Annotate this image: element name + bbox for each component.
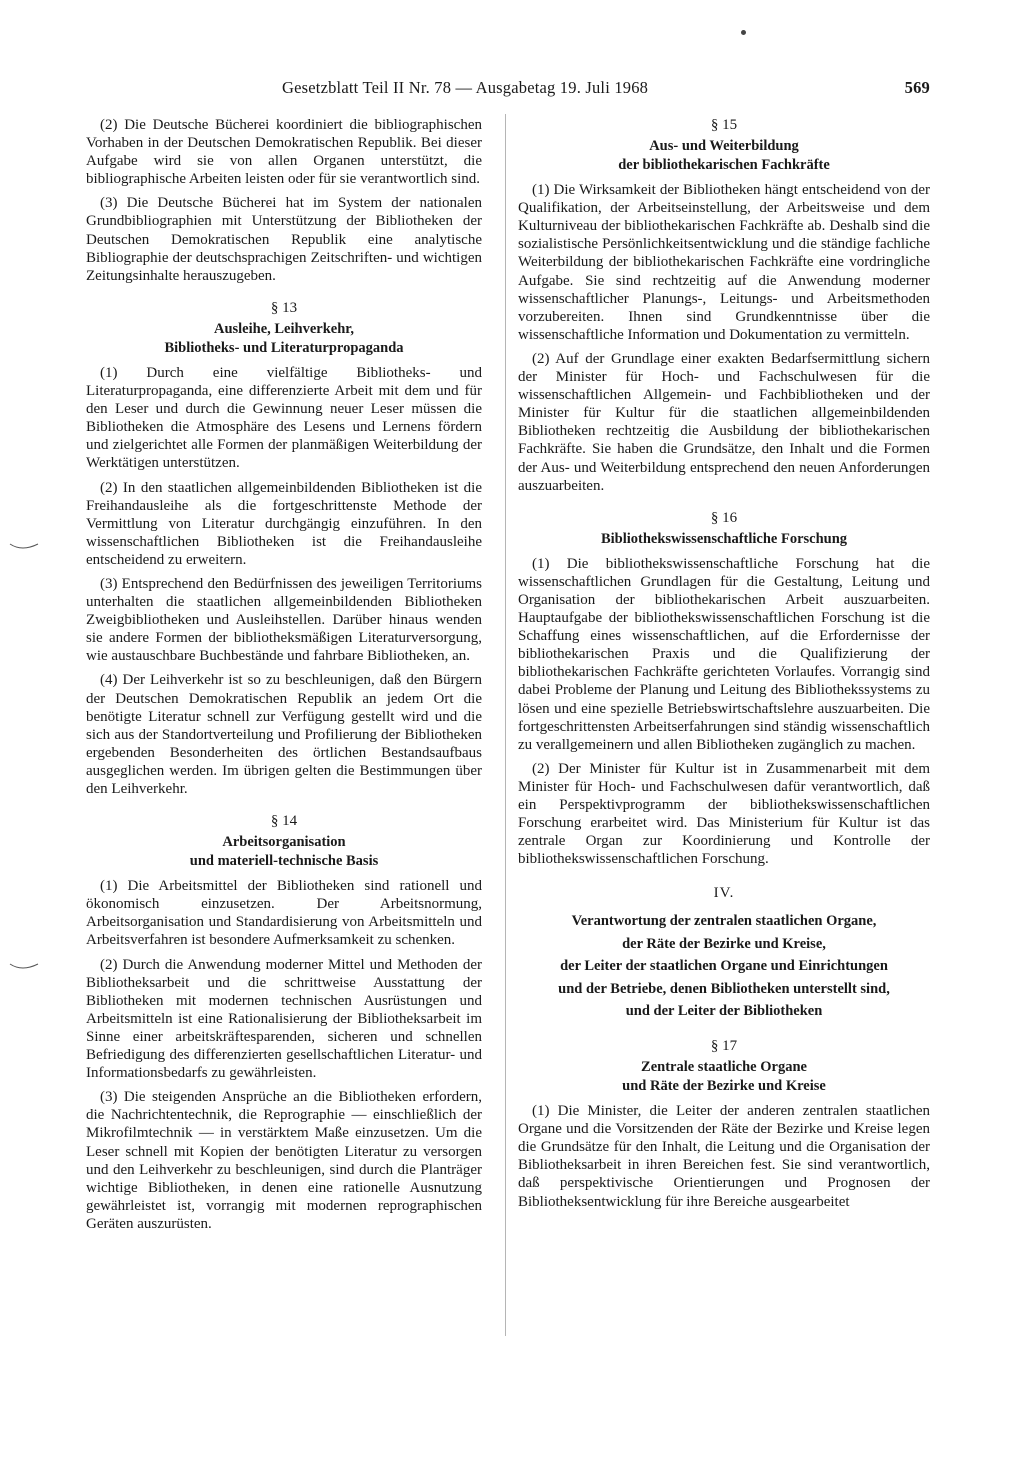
chapter-title-line: der Leiter der staatlichen Organe und Einrichtungen [560,958,888,975]
section-number: § 14 [270,813,298,830]
paragraph: (3) Entsprechend den Bedürfnissen des jeweiligen Territoriums unterhalten die staatlichen allgemeinbildenden Bibliotheken Zweigbibliotheken und Ausleihstellen. Darüber hinaus wenden sie andere Formen der bibliotheksmäßigen Literaturversorgung, wie austauschbare Buchbestände und fahrbare Bibliotheken, an. [86,575,482,665]
paragraph: (3) Die steigenden Ansprüche an die Bibliotheken erfordern, die Nachrichtentechnik, die Reprographie — einschließlich der Mikrofilmtechnik — in verstärktem Maße einzusetzen. Um die Leser schnell mit Kopien der benötigten Literatur zu versorgen und den Leihverkehr zu beschleunigen, sind durch die Planträger wichtige Bibliotheken, in denen eine rationelle Ausnutzung gewährleistet ist, vorrangig mit modernen reprographischen Geräten auszurüsten. [86,1089,482,1232]
section-title-line: Aus- und Weiterbildung [649,138,799,155]
paragraph: (2) Durch die Anwendung moderner Mittel und Methoden der Bibliotheksarbeit und die schrittweise Ausstattung der Bibliotheken mit modernen technischen Ausrüstungen und Arbeitsmitteln ist eine Rationalisierung der Bibliotheksarbeit im Sinne einer arbeitskräftesparenden, sicheren und schnellen Befriedigung des differenzierten gesellschaftlichen Literatur- und Informationsbedarfs zu gewährleisten. [86,956,482,1082]
paragraph: (1) Die Arbeitsmittel der Bibliotheken sind rationell und ökonomisch einzusetzen. Der Arbeitsnormung, Arbeitsorganisation und Standardisierung von Arbeitsmitteln und Arbeitsverfahren ist besondere Aufmerksamkeit zu schenken. [86,878,482,949]
section-title-line: und materiell-technische Basis [189,853,379,870]
gazette-title: Gesetzblatt Teil II Nr. 78 — Ausgabetag 19. Juli 1968 [282,78,649,97]
chapter-number: IV. [713,885,735,902]
section-title [518,137,930,175]
page-header [82,78,930,100]
ink-dot [741,30,746,35]
section-title [518,530,930,549]
section-title-line: Ausleihe, Leihverkehr, [213,320,355,337]
paragraph: (1) Durch eine vielfältige Bibliotheks- und Literaturpropaganda, eine differenzierte Arbeit mit dem und für den Leser und durch die Gewinnung neuer Leser müssen die Bibliotheken die Atmosphäre des Lesens und Lernens fördern und zielgerichtet alle Formen der planmäßigen Weiterbildung der Werktätigen unterstützen. [86,364,482,472]
margin-mark [8,542,40,550]
section-title-line: Bibliothekswissenschaftliche Forschung [600,530,848,547]
section-title-line: Arbeitsorganisation [222,834,346,851]
left-column [86,116,482,1239]
section-title-line: der bibliothekarischen Fachkräfte [618,157,830,174]
paragraph: (2) Auf der Grundlage einer exakten Bedarfsermittlung sichern der Minister für Hoch- und Fachschulwesen für die wissenschaftlichen Allgemein- und Fachbibliotheken und der Minister für Kultur für die staatlichen allgemeinbildenden Bibliotheken rechtzeitig die Ausbildung der bibliothekarischen Fachkräfte. Sie haben die Grundsätze, den Inhalt und die Formen der Aus- und Weiterbildung entsprechend den neuen Anforderungen auszuarbeiten. [518,350,930,494]
chapter-title-line: und der Leiter der Bibliotheken [625,1003,823,1020]
chapter-title-line: Verantwortung der zentralen staatlichen Organe, [571,913,877,930]
section-number: § 17 [710,1037,738,1054]
paragraph: (1) Die Wirksamkeit der Bibliotheken hängt entscheidend von der Qualifikation, der Arbeitseinstellung, der Arbeitsweise und dem Kulturniveau der bibliothekarischen Fachkräfte ab. Deshalb sind die sozialistische Persönlichkeitsentwicklung und die ständige fachliche Weiterbildung der bibliothekarischen Fachkräfte eine vordringliche Aufgabe. Sie sind rechtzeitig auf die Anwendung moderner wissenschaftlicher Planungs-, Leitungs- und Arbeitsmethoden vorzubereiten. Ihnen sind Grundkenntnisse über die wissenschaftliche Information und Dokumentation zu vermitteln. [518,182,930,343]
paragraph: (1) Die bibliothekswissenschaftliche Forschung hat die wissenschaftlichen Grundlagen für die Gestaltung, Leitung und Organisation der bibliothekarischen Arbeit auszuarbeiten. Hauptaufgabe der bibliothekswissenschaftlichen Forschung ist die Schaffung eines wissenschaftlichen, auf die Erfordernisse der bibliothekarischen Praxis und die Qualifizierung der bibliothekarischen Fachkräfte gerichteten Vorlaufes. Vorrangig sind dabei Probleme der Planung und Leitung des Bibliothekssystems zu lösen und eine spezielle Betriebswirtschaftslehre auszuarbeiten. Die fortgeschrittensten Arbeitserfahrungen sind ständig wissenschaftlich zu verallgemeinern und allen Bibliotheken zugänglich zu machen. [518,555,930,753]
right-column [518,116,930,1217]
paragraph: (3) Die Deutsche Bücherei hat im System der nationalen Grundbibliographien mit Unterstützung der Bibliotheken der Deutschen Demokratischen Republik eine analytische Bibliographie der deutschsprachigen Zeitschriften- und wichtigen Zeitungsinhalte herauszugeben. [86,195,482,284]
paragraph: (2) Die Deutsche Bücherei koordiniert die bibliographischen Vorhaben in der Deutschen Demokratischen Republik. Bei dieser Aufgabe wird sie von allen Organen unterstützt, die bibliographische Arbeiten leisten oder für sie verantwortlich sind. [86,117,482,188]
paragraph: (1) Die Minister, die Leiter der anderen zentralen staatlichen Organe und die Vorsitzenden der Räte der Bezirke und Kreise legen die Grundsätze für den Inhalt, die Leitung und die Organisation der Bibliotheksarbeit in ihren Bereichen fest. Sie sind verantwortlich, daß perspektivische Orientierungen und Prognosen der Bibliotheksentwicklung für ihre Bereiche ausgearbeitet [518,1103,930,1210]
column-divider [505,114,506,1336]
paragraph: (2) Der Minister für Kultur ist in Zusammenarbeit mit dem Minister für Hoch- und Fachschulwesen dafür verantwortlich, daß ein Perspektivprogramm der bibliothekswissenschaftlichen Forschung erarbeitet wird. Das Ministerium für Kultur ist das zentrale Organ zur Koordinierung und Kontrolle der bibliothekswissenschaftlichen Forschung. [518,760,930,868]
chapter-title-line: der Räte der Bezirke und Kreise, [622,935,826,952]
paragraph: (4) Der Leihverkehr ist so zu beschleunigen, daß den Bürgern der Deutschen Demokratischen Republik an jedem Ort die benötigte Literatur schnell zur Verfügung gestellt wird und die sich aus der Standortverteilung und Profilierung der Bibliotheken ergebenden Besonderheiten des örtlichen Bestandsaufbaus ausgeglichen werden. Im übrigen gelten die Bestimmungen über den Leihverkehr. [86,672,482,797]
section-title-line: Bibliotheks- und Literaturpropaganda [164,339,404,356]
section-title [518,1058,930,1096]
paragraph: (2) In den staatlichen allgemeinbildenden Bibliotheken ist die Freihandausleihe als die fortgeschrittenste Methode der Vermittlung von Literatur durchgängig einzuführen. In den wissenschaftlichen Bibliotheken ist die Freihandausleihe entscheidend zu erweitern. [86,479,482,568]
chapter-title [518,910,930,1023]
section-title-line: und Räte der Bezirke und Kreise [622,1078,826,1095]
section-title [86,833,482,871]
page-number: 569 [904,78,930,97]
section-number: § 13 [270,299,298,316]
section-title [86,320,482,358]
section-number: § 16 [710,509,738,526]
section-title-line: Zentrale staatliche Organe [641,1059,807,1076]
margin-mark [8,962,40,970]
chapter-title-line: und der Betriebe, denen Bibliotheken unterstellt sind, [558,980,890,997]
section-number: § 15 [710,117,738,133]
